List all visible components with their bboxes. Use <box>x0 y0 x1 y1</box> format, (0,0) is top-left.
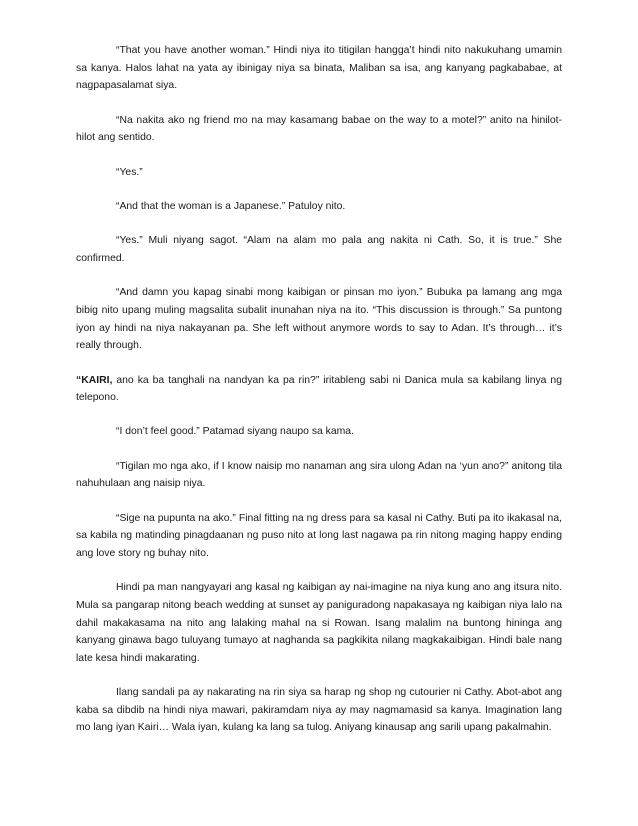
paragraph-1 <box>76 42 562 95</box>
paragraph-text: Hindi pa man nangyayari ang kasal ng kaibigan ay nai-imagine na niya kung ano ang itsura nito. Mula sa pangarap nitong beach wedding at sunset ay paniguradong napakasaya ng kaibigan niya lalo na dahil makakasama na nito ang lalaking mahal na si Rowan. Isang malalim na buntong hininga ang kanyang ginawa bago tuluyang tumayo at naghanda sa pagkikita nilang magkakaibigan. Hindi bale nang late kesa hindi makarating. <box>76 582 562 664</box>
paragraph-3 <box>76 164 562 182</box>
paragraph-11 <box>76 579 562 667</box>
paragraph-text: “And that the woman is a Japanese.” Patuloy nito. <box>116 200 346 212</box>
paragraph-8 <box>76 423 562 441</box>
paragraph-9 <box>76 458 562 493</box>
paragraph-6 <box>76 284 562 354</box>
paragraph-text: “That you have another woman.” Hindi niya ito titigilan hangga’t hindi nito nakukuhang umamin sa kanya. Halos lahat na yata ay ibinigay niya sa binata, Maliban sa isa, ang kanyang pagkababae, at nagpapasalamat siya. <box>76 45 562 92</box>
paragraph-text: “Sige na pupunta na ako.” Final fitting na ng dress para sa kasal ni Cathy. Buti pa ito ikakasal na, sa kabila ng matinding pinagdaanan ng puso nito at long last nagawa pa rin nitong maging happy ending ang love story ng buhay nito. <box>76 512 562 560</box>
chapter-start-bold: “KAIRI, <box>76 374 113 386</box>
document-page <box>76 42 562 754</box>
paragraph-12 <box>76 684 562 737</box>
paragraph-5 <box>76 232 562 267</box>
paragraph-2 <box>76 112 562 147</box>
paragraph-10 <box>76 510 562 563</box>
paragraph-text: Ilang sandali pa ay nakarating na rin siya sa harap ng shop ng cutourier ni Cathy. Abot-abot ang kaba sa dibdib na hindi niya mawari, pakiramdam niya ay may nagmamasid sa kanya. Imagination lang mo lang iyan Kairi… Wala iyan, kulang ka lang sa tulog. Aniyang kinausap ang sarili upang pakalmahin. <box>76 687 562 734</box>
paragraph-text: “Tigilan mo nga ako, if I know naisip mo nanaman ang sira ulong Adan na ‘yun ano?” anitong tila nahuhulaan ang naisip niya. <box>76 460 562 490</box>
paragraph-text: “Na nakita ako ng friend mo na may kasamang babae on the way to a motel?” anito na hinilot-hilot ang sentido. <box>76 114 562 144</box>
paragraph-text: ano ka ba tanghali na nandyan ka pa rin?” iritableng sabi ni Danica mula sa kabilang linya ng telepono. <box>76 374 562 404</box>
paragraph-text: “I don’t feel good.” Patamad siyang naupo sa kama. <box>116 426 354 438</box>
paragraph-4 <box>76 198 562 216</box>
paragraph-text: “Yes.” Muli niyang sagot. “Alam na alam mo pala ang nakita ni Cath. So, it is true.” She confirmed. <box>76 235 562 264</box>
paragraph-text: “Yes.” <box>116 166 143 178</box>
paragraph-7 <box>76 372 562 407</box>
paragraph-text: “And damn you kapag sinabi mong kaibigan or pinsan mo iyon.” Bubuka pa lamang ang mga bibig nito upang muling magsalita subalit inunahan niya na ito. “This discussion is through.” Sa puntong iyon ay hindi na niya nakayanan pa. She left without anymore words to say to Adan. It’s through… it’s really through. <box>76 287 562 352</box>
